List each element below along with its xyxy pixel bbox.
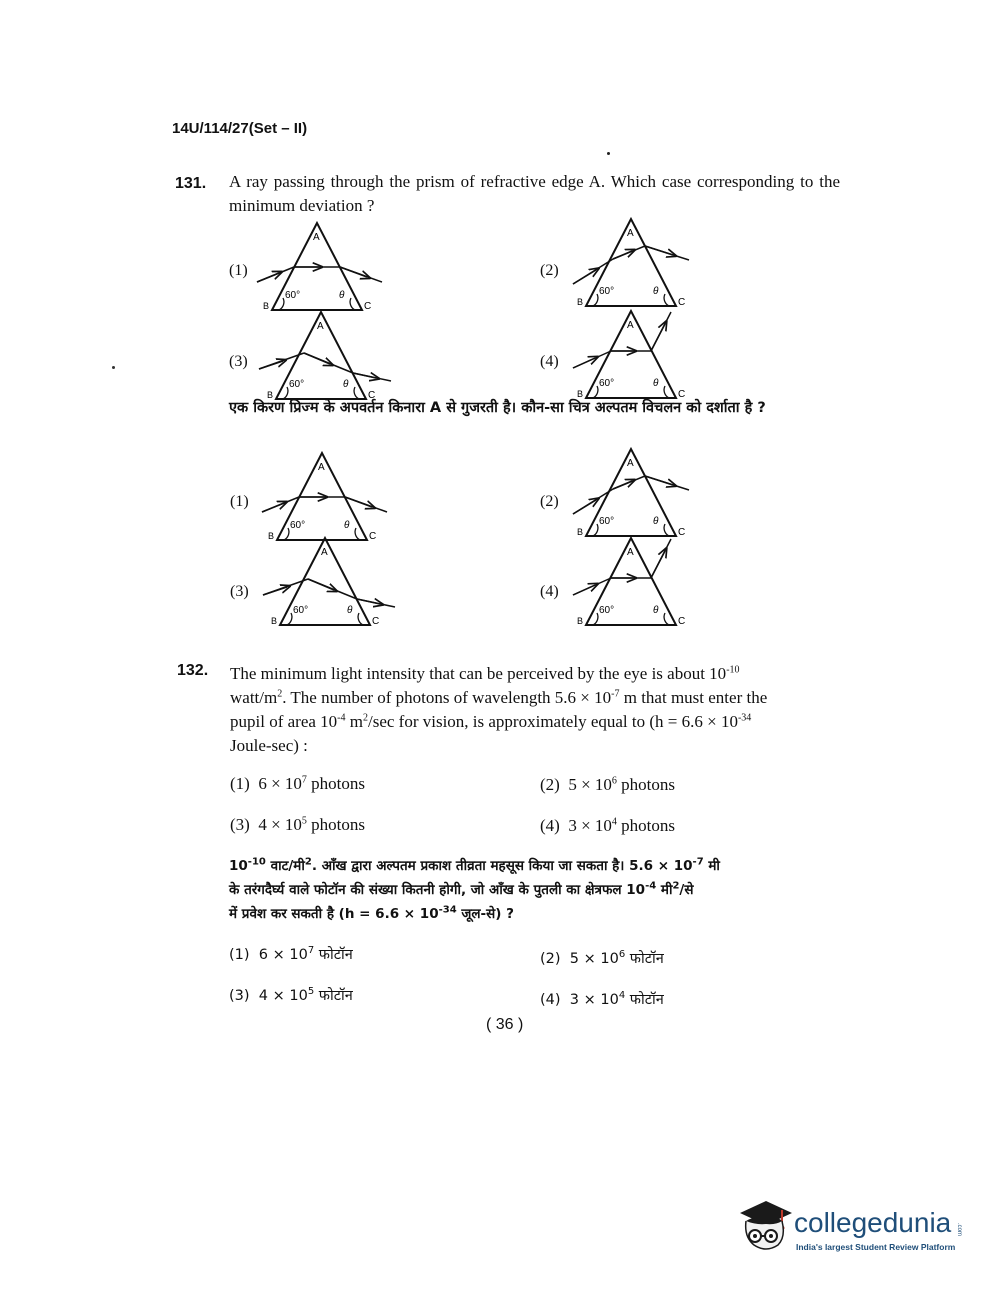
q131-text-hi: एक किरण प्रिज्म के अपवर्तन किनारा A से गुजरती है। कौन-सा चित्र अल्पतम विचलन को दर्शाता है ? <box>229 400 766 416</box>
q132-hi-option-1: (1) $6 \times 10^7$ फोटॉन <box>229 945 353 963</box>
svg-text:C: C <box>368 390 376 401</box>
svg-text:C: C <box>369 531 377 542</box>
collegedunia-logo <box>736 1197 966 1257</box>
svg-text:60°: 60° <box>599 286 615 297</box>
prism-diagram-hi-4 <box>541 533 711 633</box>
svg-text:θ: θ <box>344 520 350 531</box>
svg-text:A: A <box>627 547 634 558</box>
q131-hi-opt3-label: (3) <box>230 583 249 600</box>
q131-opt4-label: (4) <box>540 353 559 370</box>
svg-text:A: A <box>317 321 324 332</box>
svg-text:A: A <box>627 458 634 469</box>
speck <box>112 366 115 369</box>
svg-text:B: B <box>577 616 584 626</box>
vertex-c-label: C <box>364 301 372 312</box>
q132-option-1: (1) $6 \times 10^7$ photons <box>230 774 366 793</box>
q131-opt2-label: (2) <box>540 262 559 279</box>
svg-text:θ: θ <box>343 379 349 390</box>
svg-text:B: B <box>577 389 584 399</box>
q131-hi-opt1-label: (1) <box>230 493 249 510</box>
q132-hi-option-2: (2) $5 \times 10^6$ फोटॉन <box>540 949 664 967</box>
q131-opt3-label: (3) <box>229 353 248 370</box>
page-number: ( 36 ) <box>486 1016 524 1033</box>
angle-theta-label: θ <box>339 290 345 301</box>
svg-text:B: B <box>577 527 584 537</box>
q132-hi-option-3: (3) $4 \times 10^5$ फोटॉन <box>229 986 353 1004</box>
svg-text:60°: 60° <box>293 605 309 616</box>
svg-text:60°: 60° <box>599 605 615 616</box>
svg-text:θ: θ <box>653 378 659 389</box>
q132-text-en: The minimum light intensity that can be perceived by the eye is about $10^{-10}$ watt/$m^2$. The number of photons of wavelength $5.6 \times 10^{-7}$ m that must enter the pupil of area $10^{-4}$ $m^2/\sec$ for vision, is approximately equal to ($h = 6.6 \times 10^{-34}$ Joule-sec) : <box>230 664 768 755</box>
prism-diagram-hi-3 <box>235 533 405 633</box>
svg-text:C: C <box>678 616 686 627</box>
prism-diagram-4 <box>541 306 711 406</box>
svg-text:60°: 60° <box>290 520 306 531</box>
speck <box>607 152 610 155</box>
prism-diagram-hi-2 <box>541 444 711 544</box>
angle-60-label: 60° <box>285 290 301 301</box>
mascot-icon <box>736 1197 794 1255</box>
svg-text:θ: θ <box>653 286 659 297</box>
svg-text:B: B <box>577 297 584 307</box>
logo-suffix: .com <box>956 1223 962 1237</box>
svg-text:60°: 60° <box>599 378 615 389</box>
vertex-b-label: B <box>263 301 270 311</box>
svg-text:C: C <box>678 389 686 400</box>
svg-text:A: A <box>318 462 325 473</box>
q132-number: 132. <box>177 662 209 679</box>
logo-wordmark: collegedunia <box>794 1207 952 1238</box>
svg-text:C: C <box>372 616 380 627</box>
q131-number: 131. <box>175 175 207 192</box>
apex-label: A <box>313 232 320 243</box>
svg-text:A: A <box>627 228 634 239</box>
svg-text:A: A <box>321 547 328 558</box>
svg-text:C: C <box>678 527 686 538</box>
svg-text:C: C <box>678 297 686 308</box>
q131-hi-opt2-label: (2) <box>540 493 559 510</box>
paper-code: 14U/114/27(Set – II) <box>172 120 308 137</box>
prism-diagram-3 <box>231 307 401 407</box>
svg-text:B: B <box>267 390 274 400</box>
q132-hi-option-4: (4) $3 \times 10^4$ फोटॉन <box>540 990 664 1008</box>
q131-opt1-label: (1) <box>229 262 248 279</box>
svg-text:θ: θ <box>653 516 659 527</box>
svg-text:A: A <box>627 320 634 331</box>
svg-text:B: B <box>271 616 278 626</box>
svg-text:θ: θ <box>347 605 353 616</box>
svg-text:B: B <box>268 531 275 541</box>
q131-hi-opt4-label: (4) <box>540 583 559 600</box>
svg-text:60°: 60° <box>599 516 615 527</box>
prism-diagram-2 <box>541 214 711 314</box>
q131-text-en: A ray passing through the prism of refractive edge A. Which case corresponding to the minimum deviation ? <box>229 172 840 215</box>
prism-diagram-1 <box>227 218 397 318</box>
svg-text:60°: 60° <box>289 379 305 390</box>
svg-text:θ: θ <box>653 605 659 616</box>
q132-option-2: (2) $5 \times 10^6$ photons <box>540 775 676 794</box>
q132-option-3: (3) $4 \times 10^5$ photons <box>230 815 366 834</box>
logo-tagline: India's largest Student Review Platform <box>796 1242 956 1252</box>
q132-text-hi: $10^{-10}$ वाट/मी$^2$. आँख द्वारा अल्पतम प्रकाश तीव्रता महसूस किया जा सकता है। $5.6 \times 10^{-7}$ मी के तरंगदैर्घ्य वाले फोटॉन की संख्या कितनी होगी, जो आँख के पुतली का क्षेत्रफल $10^{-4}$ मी$^2$/से में प्रवेश कर सकती है ($h = 6.6 \times 10^{-34}$ जूल-से) ? <box>229 856 720 922</box>
q132-option-4: (4) $3 \times 10^4$ photons <box>540 816 676 835</box>
